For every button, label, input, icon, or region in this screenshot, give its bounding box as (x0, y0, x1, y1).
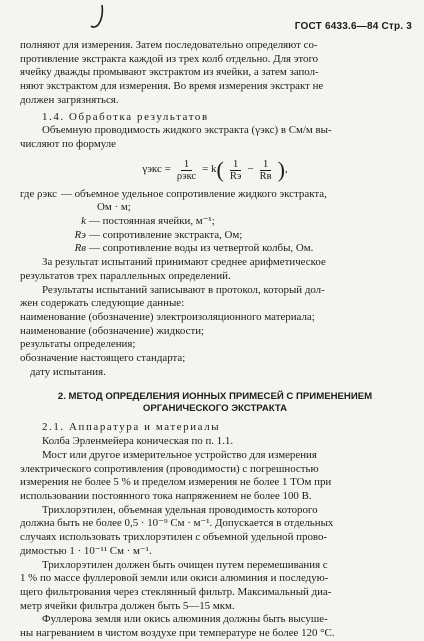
intro-line: противление экстракта каждой из трех колб отдельно. Для этого (20, 52, 319, 65)
definition-row (20, 188, 410, 202)
trichloroethylene-line: случаях использовать трихлорэтилен с объемной удельной прово- (20, 531, 328, 544)
fuller-earth-line: Фуллерова земля или окись алюминия должны быть высуше- (42, 613, 328, 626)
result-line: результатов трех параллельных определений. (20, 269, 231, 282)
bridge-line: использовании постоянного тока напряжением не более 100 В. (20, 489, 312, 502)
protocol-item: обозначение настоящего стандарта; (20, 352, 186, 365)
trichloroethylene-line: должна быть не более 0,5 · 10⁻⁹ См · м⁻¹. Допускается в отдельных (20, 517, 334, 530)
document-body (20, 39, 410, 641)
fraction-numerator: 1 (230, 158, 242, 171)
bridge-line: Мост или другое измерительное устройство для измерения (42, 448, 317, 461)
purification-line: метр ячейки фильтра должен быть 5—15 мкм. (20, 599, 235, 612)
trichloroethylene-line: димостью 1 · 10⁻¹¹ См · м⁻¹. (20, 544, 152, 557)
definition-text: — постоянная ячейки, м⁻¹; (89, 215, 215, 228)
definition-symbol (20, 201, 89, 215)
definition-text: — сопротивление воды из четвертой колбы, Ом. (89, 242, 314, 255)
definition-row (20, 201, 410, 215)
flask-line: Колба Эрленмейера коническая по п. 1.1. (42, 435, 234, 448)
fraction-numerator: 1 (181, 158, 193, 171)
fraction-denominator: Rв (259, 170, 272, 182)
definition-text: — сопротивление экстракта, Ом; (89, 228, 243, 241)
definition-row (20, 215, 410, 229)
protocol-item: результаты определения; (20, 338, 136, 351)
protocol-item: наименование (обозначение) электроизоляционного материала; (20, 310, 315, 323)
trichloroethylene-line: Трихлорэтилен, объемная удельная проводимость которого (42, 503, 318, 516)
section-2-heading-line: ОРГАНИЧЕСКОГО ЭКСТРАКТА (142, 403, 288, 415)
formula-minus: − (247, 163, 254, 176)
definition-text: — объемное удельное сопротивление жидкого экстракта, (60, 187, 327, 200)
section-1-4-title: 1.4. Обработка результатов (42, 110, 209, 123)
fraction-one-over-rv (257, 158, 275, 183)
formula-end: , (284, 163, 288, 176)
definition-symbol: k (81, 215, 86, 228)
definition-text: Ом · м; (97, 201, 131, 214)
purification-line: 1 % по массе фуллеровой земли или окиси алюминия и последую- (20, 572, 329, 585)
protocol-item: наименование (обозначение) жидкости; (20, 324, 205, 337)
intro-line: няют экстрактом для измерения. Во время измерения экстракт не (20, 80, 324, 93)
fraction-denominator: ρэкс (176, 170, 197, 182)
definition-row (20, 229, 410, 243)
purification-line: щего фильтрования через стеклянный фильтр. Максимальный диа- (20, 585, 332, 598)
intro-line: должен загрязняться. (20, 93, 119, 106)
protocol-line: жен содержать следующие данные: (20, 297, 185, 310)
protocol-item: дату испытания. (30, 365, 106, 378)
definition-row (20, 242, 410, 256)
section-2-heading-line: 2. МЕТОД ОПРЕДЕЛЕНИЯ ИОННЫХ ПРИМЕСЕЙ С ПРИМЕНЕНИЕМ (57, 391, 373, 403)
definition-symbol: Rв (74, 242, 86, 255)
bridge-line: электрического сопротивления (проводимости) с погрешностью (20, 462, 319, 475)
intro-line: ячейку дважды промывают экстрактом из ячейки, а затем запол- (20, 66, 319, 79)
fuller-earth-line: ны нагреванием в чистом воздухе при температуре не более 120 °С. (20, 627, 335, 640)
running-head: ГОСТ 6433.6—84 Стр. 3 (294, 21, 412, 32)
fraction-denominator: Rэ (229, 170, 242, 182)
pen-mark (88, 4, 110, 32)
formula-intro-line: числяют по формуле (20, 137, 116, 150)
protocol-line: Результаты испытаний записывают в протокол, который дол- (42, 283, 325, 296)
formula-intro-line: Объемную проводимость жидкого экстракта (γэкс) в См/м вы- (42, 124, 332, 137)
paren-open: ( (216, 157, 224, 183)
definition-symbol: где ρэкс (20, 187, 57, 200)
paren-close: ) (277, 157, 285, 183)
formula-k: = k (202, 163, 217, 176)
conductivity-formula (20, 158, 410, 183)
protocol-items (20, 311, 410, 380)
fraction-one-over-re (227, 158, 245, 183)
result-line: За результат испытаний принимают среднее арифметическое (42, 256, 326, 269)
intro-line: полняют для измерения. Затем последовательно определяют со- (20, 39, 318, 51)
section-2-heading (20, 391, 410, 415)
fraction-one-over-rho (174, 158, 199, 183)
bridge-line: измерения не более 5 % и пределом измерения не более 1 ТОм при (20, 476, 332, 489)
fraction-numerator: 1 (260, 158, 272, 171)
section-2-1-title: 2.1. Аппаратура и материалы (42, 421, 221, 434)
definition-symbol: Rэ (74, 228, 86, 241)
formula-lhs: γэкс = (142, 163, 171, 176)
purification-line: Трихлорэтилен должен быть очищен путем перемешивания с (42, 558, 328, 571)
